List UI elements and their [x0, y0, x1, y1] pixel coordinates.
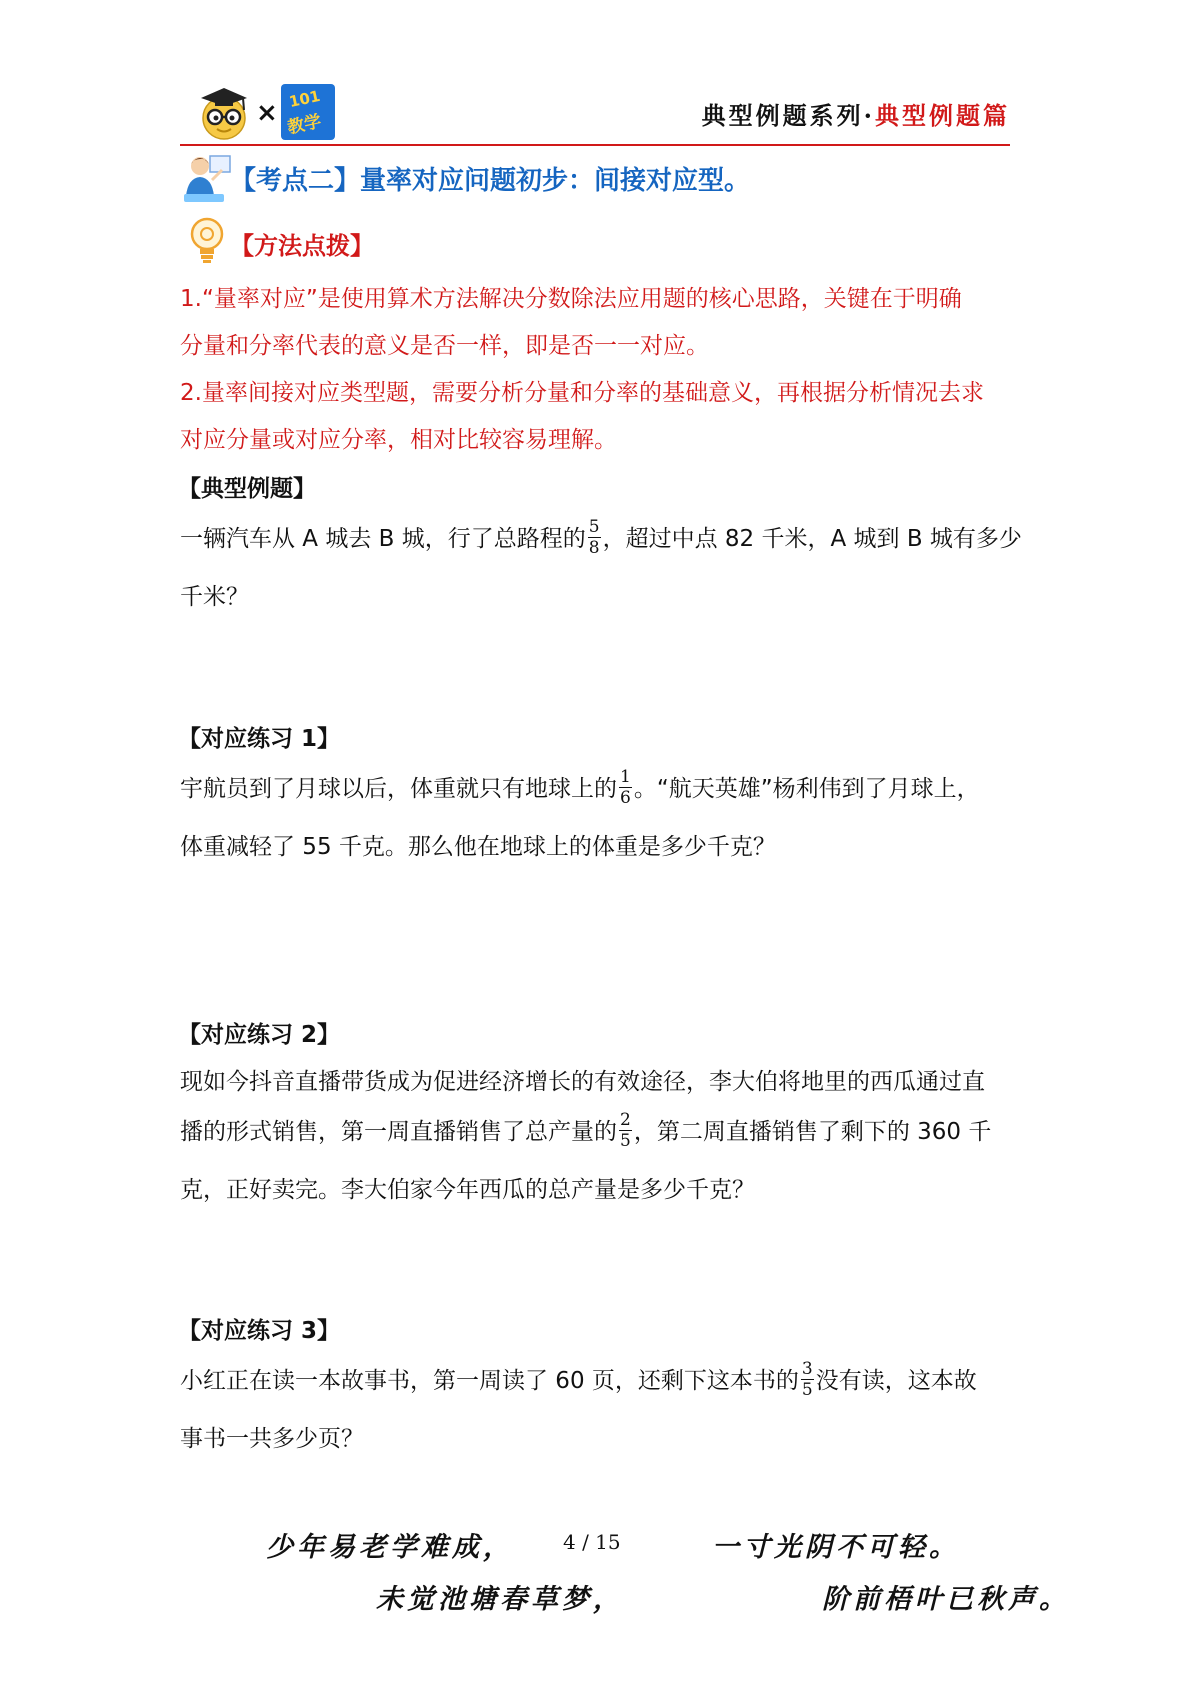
practice-2-text-b: ，第二周直播销售了剩下的 360 千	[633, 1119, 992, 1145]
method-line-3: 2.量率间接对应类型题，需要分析分量和分率的基础意义，再根据分析情况去求	[180, 380, 984, 406]
logo-text-101: 101	[287, 86, 322, 112]
example-line-2: 千米？	[180, 584, 249, 610]
practice-1-line-2: 体重减轻了 55 千克。那么他在地球上的体重是多少千克？	[180, 834, 776, 860]
practice-2-line-1: 现如今抖音直播带货成为促进经济增长的有效途径，李大伯将地里的西瓜通过直	[180, 1069, 985, 1095]
method-line-4: 对应分量或对应分率，相对比较容易理解。	[180, 427, 617, 453]
practice-2-line-2	[180, 1109, 1010, 1152]
times-symbol: ×	[256, 98, 278, 128]
header-title-right: 典型例题篇	[875, 101, 1010, 130]
method-line-2: 分量和分率代表的意义是否一样，即是否一一对应。	[180, 333, 709, 359]
method-line-1: 1.“量率对应”是使用算术方法解决分数除法应用题的核心思路，关键在于明确	[180, 286, 962, 312]
fraction	[619, 1109, 632, 1151]
fraction-numerator: 1	[620, 766, 631, 787]
logo-101-badge	[281, 84, 335, 140]
practice-3-text-a: 小红正在读一本故事书，第一周读了 60 页，还剩下这本书的	[180, 1368, 799, 1394]
practice-2-line-3: 克，正好卖完。李大伯家今年西瓜的总产量是多少千克？	[180, 1177, 755, 1203]
footer-poem-line-2: 一寸光阴不可轻。	[712, 1532, 960, 1563]
fraction-denominator: 5	[620, 1130, 631, 1151]
header-divider	[180, 144, 1010, 146]
lightbulb-icon	[186, 216, 228, 266]
example-line-1	[180, 516, 1022, 559]
fraction-denominator: 8	[588, 537, 600, 558]
example-title: 【典型例题】	[178, 476, 316, 502]
method-title: 【方法点拨】	[230, 232, 374, 260]
header-title-left: 典型例题系列·	[701, 101, 875, 130]
fraction	[801, 1358, 814, 1400]
practice-3-title: 【对应练习 3】	[178, 1318, 341, 1344]
practice-1-title: 【对应练习 1】	[178, 726, 341, 752]
fraction-denominator: 6	[620, 787, 631, 808]
example-text-b: ，超过中点 82 千米，A 城到 B 城有多少	[602, 526, 1022, 552]
footer-poem-line-1: 少年易老学难成，	[266, 1532, 514, 1563]
fraction-denominator: 5	[801, 1379, 813, 1400]
example-text-a: 一辆汽车从 A 城去 B 城，行了总路程的	[180, 526, 586, 552]
fraction-numerator: 5	[588, 516, 600, 537]
footer-poem-line-4: 阶前梧叶已秋声。	[822, 1584, 1070, 1615]
practice-3-line-2: 事书一共多少页？	[180, 1426, 364, 1452]
owl-graduate-logo-icon	[197, 84, 251, 140]
practice-1-text-b: 。“航天英雄”杨利伟到了月球上，	[633, 776, 980, 802]
practice-2-text-a: 播的形式销售，第一周直播销售了总产量的	[180, 1119, 617, 1145]
fraction	[588, 516, 601, 558]
header-series-title	[702, 96, 1010, 131]
teacher-icon	[182, 150, 232, 204]
fraction-numerator: 3	[801, 1358, 813, 1379]
practice-3-text-b: 没有读，这本故	[815, 1368, 977, 1394]
fraction	[619, 766, 632, 808]
topic-title: 【考点二】量率对应问题初步：间接对应型。	[230, 166, 751, 196]
footer-poem-line-3: 未觉池塘春草梦，	[376, 1584, 624, 1615]
page-number: 4 / 15	[563, 1530, 621, 1554]
practice-3-line-1	[180, 1358, 1010, 1401]
fraction-numerator: 2	[620, 1109, 631, 1130]
practice-1-line-1	[180, 766, 1010, 809]
practice-1-text-a: 宇航员到了月球以后，体重就只有地球上的	[180, 776, 617, 802]
logo-text-teaching: 教学	[285, 111, 324, 139]
practice-2-title: 【对应练习 2】	[178, 1022, 341, 1048]
